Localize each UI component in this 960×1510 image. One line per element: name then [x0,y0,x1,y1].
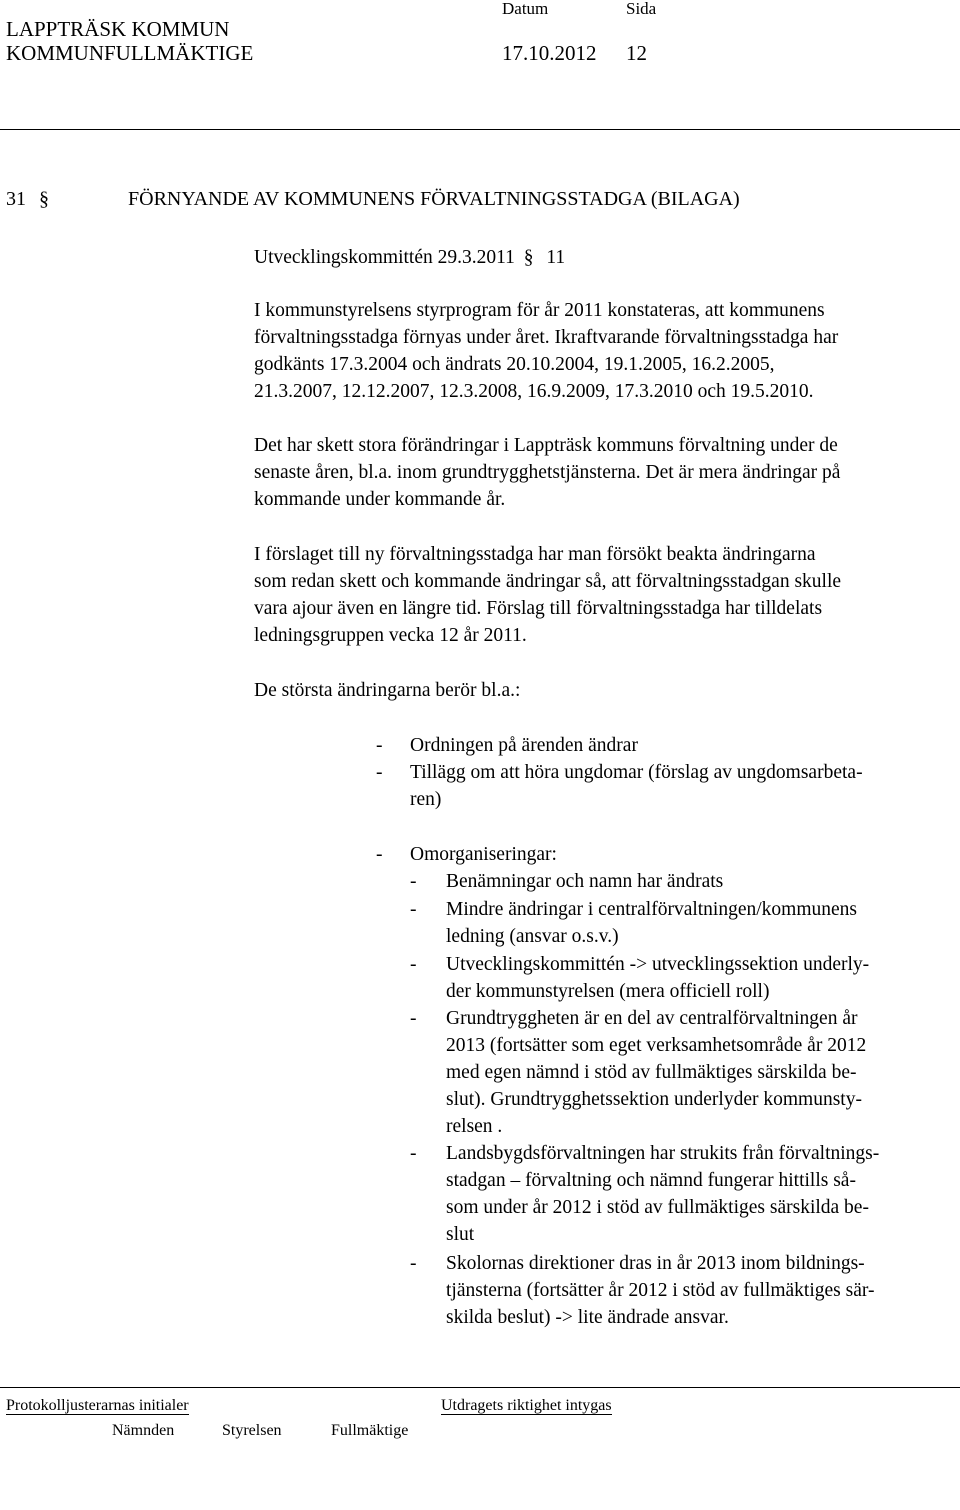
paragraph-background [254,297,954,405]
list-item-line: der kommunstyrelsen (mera officiell roll) [446,981,770,1002]
body-name: KOMMUNFULLMÄKTIGE [6,41,254,65]
list-item-line: slut). Grundtrygghetssektion underlyder kommunsty- [446,1089,862,1110]
list-item-line: stadgan – förvaltning och nämnd fungerar hittills så- [446,1170,856,1191]
list-item-line: skilda beslut) -> lite ändrade ansvar. [446,1307,729,1328]
paragraph-line: I förslaget till ny förvaltningsstadga har man försökt beakta ändringarna [254,544,816,565]
section-title: FÖRNYANDE AV KOMMUNENS FÖRVALTNINGSSTADGA (BILAGA) [128,188,740,210]
reference-number: 11 [546,247,566,268]
list-item-line: Tillägg om att höra ungdomar (förslag av ungdomsarbeta- [410,762,863,783]
list-item-line: tjänsterna (fortsätter år 2012 i stöd av fullmäktiges sär- [446,1280,875,1301]
section-symbol: § [39,188,49,210]
list-dash: - [376,844,383,865]
section-heading [6,186,740,213]
paragraph-line: godkänts 17.3.2004 och ändrats 20.10.2004, 19.1.2005, 16.2.2005, [254,354,775,375]
list-item-line: Landsbygdsförvaltningen har strukits från förvaltnings- [446,1143,880,1164]
reference-symbol: § [523,247,534,268]
list-dash: - [410,871,417,892]
list-item-line: med egen nämnd i stöd av fullmäktiges särskilda be- [446,1062,857,1083]
footer-col-styrelsen: Styrelsen [222,1422,282,1439]
list-item-line: Benämningar och namn har ändrats [446,871,724,892]
paragraph-line: förvaltningsstadga förnyas under året. Ikraftvarande förvaltningsstadga har [254,327,839,348]
paragraph-proposal [254,541,954,649]
paragraph-line: som redan skett och kommande ändringar så, att förvaltningsstadgan skulle [254,571,842,592]
organization-name: LAPPTRÄSK KOMMUN [6,17,230,41]
list-dash: - [410,1253,417,1274]
list-item-line: ledning (ansvar o.s.v.) [446,926,619,947]
header-rule [0,129,960,130]
paragraph-line: Det har skett stora förändringar i Lappträsk kommuns förvaltning under de [254,435,838,456]
list-item-line: Utvecklingskommittén -> utvecklingssektion underly- [446,954,870,975]
list-dash: - [410,954,417,975]
list-item-line: Omorganiseringar: [410,844,557,865]
list-dash: - [376,735,383,756]
list-dash: - [410,1008,417,1029]
paragraph-line: senaste åren, bl.a. inom grundtrygghetstjänsterna. Det är mera ändringar på [254,462,841,483]
list-item-line: som under år 2012 i stöd av fullmäktiges särskilda be- [446,1197,869,1218]
date-label: Datum [502,0,549,18]
paragraph-line: ledningsgruppen vecka 12 år 2011. [254,625,527,646]
list-item-line: Ordningen på ärenden ändrar [410,735,638,756]
initials-label-text: Protokolljusterarnas initialer [6,1397,189,1414]
page-label: Sida [626,0,657,18]
footer-col-namnden: Nämnden [112,1422,175,1439]
paragraph-line: 21.3.2007, 12.12.2007, 12.3.2008, 16.9.2009, 17.3.2010 och 19.5.2010. [254,381,814,402]
list-item-line: slut [446,1224,475,1245]
footer-initials-label [6,1397,189,1415]
list-dash: - [376,762,383,783]
list-dash: - [410,1143,417,1164]
paragraph-line: De största ändringarna berör bl.a.: [254,680,521,701]
reference-line [254,244,565,271]
footer-col-fullmaktige: Fullmäktige [331,1422,409,1439]
certified-label-text: Utdragets riktighet intygas [441,1397,612,1414]
reference-text: Utvecklingskommittén 29.3.2011 [254,247,515,268]
list-dash: - [410,899,417,920]
footer-certified-label [441,1397,612,1415]
paragraph-line: I kommunstyrelsens styrprogram för år 2011 konstateras, att kommunens [254,300,825,321]
date-value: 17.10.2012 [502,41,597,65]
list-item-line: ren) [410,789,442,810]
paragraph-line: vara ajour även en längre tid. Förslag till förvaltningsstadga har tilldelats [254,598,823,619]
footer-rule [0,1387,960,1388]
paragraph-line: kommande under kommande år. [254,489,506,510]
paragraph-changes-intro [254,677,954,704]
paragraph-change-summary [254,432,954,513]
list-item-line: 2013 (fortsätter som eget verksamhetsområde år 2012 [446,1035,867,1056]
list-item-line: relsen . [446,1116,503,1137]
list-item-line: Grundtryggheten är en del av centralförvaltningen år [446,1008,858,1029]
list-item-line: Skolornas direktioner dras in år 2013 inom bildnings- [446,1253,865,1274]
list-item-line: Mindre ändringar i centralförvaltningen/kommunens [446,899,858,920]
page-value: 12 [626,41,647,65]
section-number: 31 [6,188,26,210]
